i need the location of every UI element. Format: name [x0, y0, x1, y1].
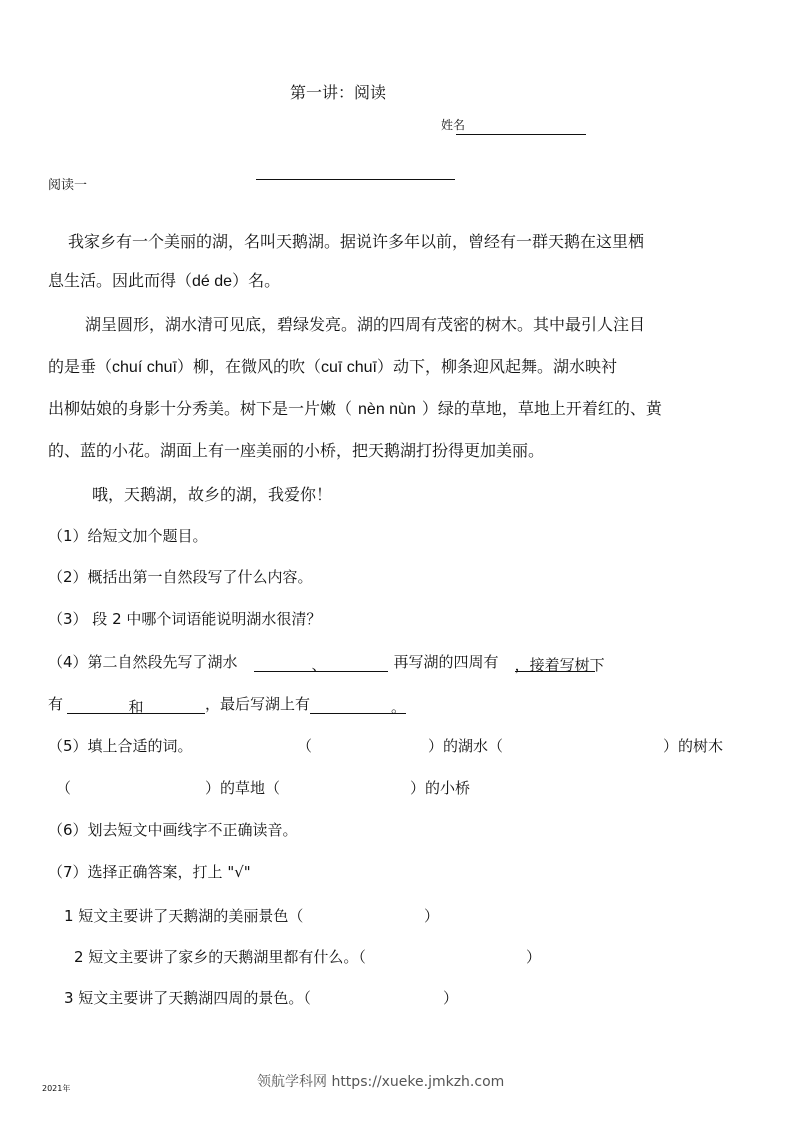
option-1: 1 短文主要讲了天鹅湖的美丽景色（: [64, 907, 304, 925]
passage-line: 哦，天鹅湖，故乡的湖，我爱你！: [92, 485, 333, 504]
year-label: 2021年: [42, 1084, 71, 1093]
blank[interactable]: ，接着写树下: [514, 656, 605, 674]
question-4: （4）第二自然段先写了湖水 、 再写湖的四周有 ，接着写树下: [48, 653, 605, 674]
section-label: 阅读一: [48, 178, 88, 193]
watermark: 领航学科网 https://xueke.jmkzh.com: [257, 1074, 505, 1090]
question-5: （5）填上合适的词。: [48, 737, 193, 755]
name-underline: [456, 134, 586, 135]
q5-paren: （: [56, 779, 72, 797]
page-title: 第一讲：阅读: [290, 83, 387, 102]
question-1: （1）给短文加个题目。: [48, 527, 208, 545]
pinyin: nèn nùn: [358, 401, 416, 418]
passage-line: 湖呈圆形，湖水清可见底，碧绿发亮。湖的四周有茂密的树木。其中最引人注目: [85, 315, 646, 334]
question-2: （2）概括出第一自然段写了什么内容。: [48, 568, 313, 586]
title-underline: [256, 179, 455, 180]
blank[interactable]: 和: [67, 697, 205, 714]
option-3: 3 短文主要讲了天鹅湖四周的景色。（: [64, 989, 311, 1007]
blank[interactable]: 、: [312, 655, 388, 672]
question-4-cont: 有 和 ，最后写湖上有 。: [48, 695, 407, 716]
blank[interactable]: [254, 655, 312, 672]
passage-line: 息生活。因此而得（dé de）名。: [48, 271, 281, 290]
option-2: 2 短文主要讲了家乡的天鹅湖里都有什么。（: [74, 948, 366, 966]
question-7: （7）选择正确答案，打上 "√": [48, 863, 251, 881]
question-6: （6）划去短文中画线字不正确读音。: [48, 821, 298, 839]
option-1-close: ）: [424, 907, 440, 925]
q5-text: ）的湖水（: [428, 737, 504, 755]
q5-text: ）的草地（: [205, 779, 281, 797]
name-label: 姓名: [441, 118, 466, 132]
option-3-close: ）: [443, 989, 459, 1007]
pinyin: dé de: [192, 273, 233, 290]
passage-line: 我家乡有一个美丽的湖，名叫天鹅湖。据说许多年以前，曾经有一群天鹅在这里栖: [68, 232, 645, 251]
q5-paren: （: [297, 737, 313, 755]
q5-text: ）的小桥: [410, 779, 471, 797]
question-3: （3） 段 2 中哪个词语能说明湖水很清？: [48, 610, 322, 628]
q5-text: ）的树木: [663, 737, 724, 755]
pinyin: chuí chuī: [112, 359, 177, 376]
passage-line: 的是垂（chuí chuī）柳，在微风的吹（cuī chuī）动下，柳条迎风起舞。湖水映衬: [48, 357, 618, 376]
option-2-close: ）: [526, 948, 542, 966]
blank[interactable]: 。: [310, 697, 406, 714]
passage-line: 出柳姑娘的身影十分秀美。树下是一片嫩（ nèn nùn ）绿的草地，草地上开着红的、黄: [48, 399, 662, 418]
pinyin: cuī chuī: [320, 359, 377, 376]
passage-line: 的、蓝的小花。湖面上有一座美丽的小桥，把天鹅湖打扮得更加美丽。: [48, 441, 545, 460]
